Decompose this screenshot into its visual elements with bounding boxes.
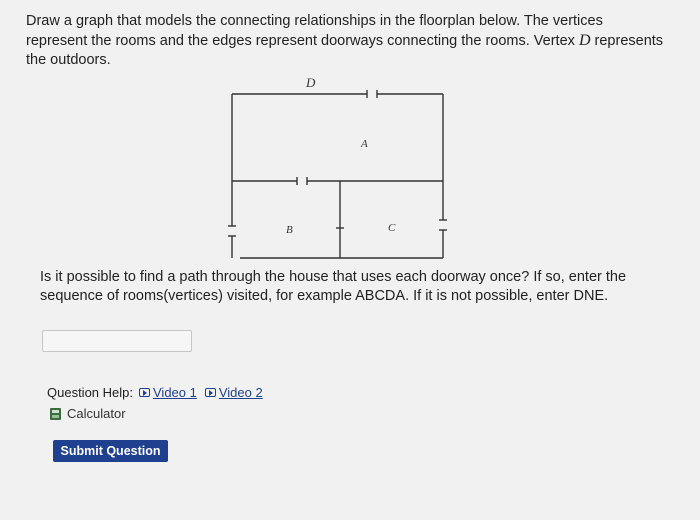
prompt-vertex-d: D	[578, 32, 591, 49]
label-room-c: C	[388, 222, 396, 234]
prompt-line-2a: represent the rooms and the edges represent doorways connecting the rooms. Vertex	[26, 33, 579, 49]
submit-question-button[interactable]: Submit Question	[53, 440, 168, 462]
calculator-label: Calculator	[67, 406, 126, 421]
video-2-label: Video 2	[218, 385, 263, 400]
question-help	[47, 385, 271, 421]
prompt-line-1: Draw a graph that models the connecting relationships in the floorplan below. The vertices	[26, 13, 603, 29]
prompt-line-3: the outdoors.	[26, 52, 111, 68]
video-1-link[interactable]	[139, 385, 197, 400]
calculator-icon	[50, 408, 61, 420]
label-outdoors: D	[306, 75, 316, 90]
video-2-link[interactable]	[205, 385, 263, 400]
label-room-b: B	[286, 224, 293, 236]
play-icon	[205, 388, 216, 397]
video-1-label: Video 1	[153, 385, 197, 400]
question-text	[40, 268, 640, 306]
help-row	[47, 385, 271, 400]
help-label: Question Help:	[47, 385, 133, 400]
question-line-2: sequence of rooms(vertices) visited, for example ABCDA. If it is not possible, enter DNE.	[40, 288, 609, 304]
label-room-a: A	[361, 138, 368, 150]
answer-input[interactable]	[42, 330, 192, 352]
calculator-link[interactable]	[50, 406, 271, 421]
play-icon	[139, 388, 150, 397]
prompt-line-2b: represents	[590, 33, 664, 49]
question-line-1: Is it possible to find a path through the house that uses each doorway once? If so, enter the	[40, 269, 627, 285]
